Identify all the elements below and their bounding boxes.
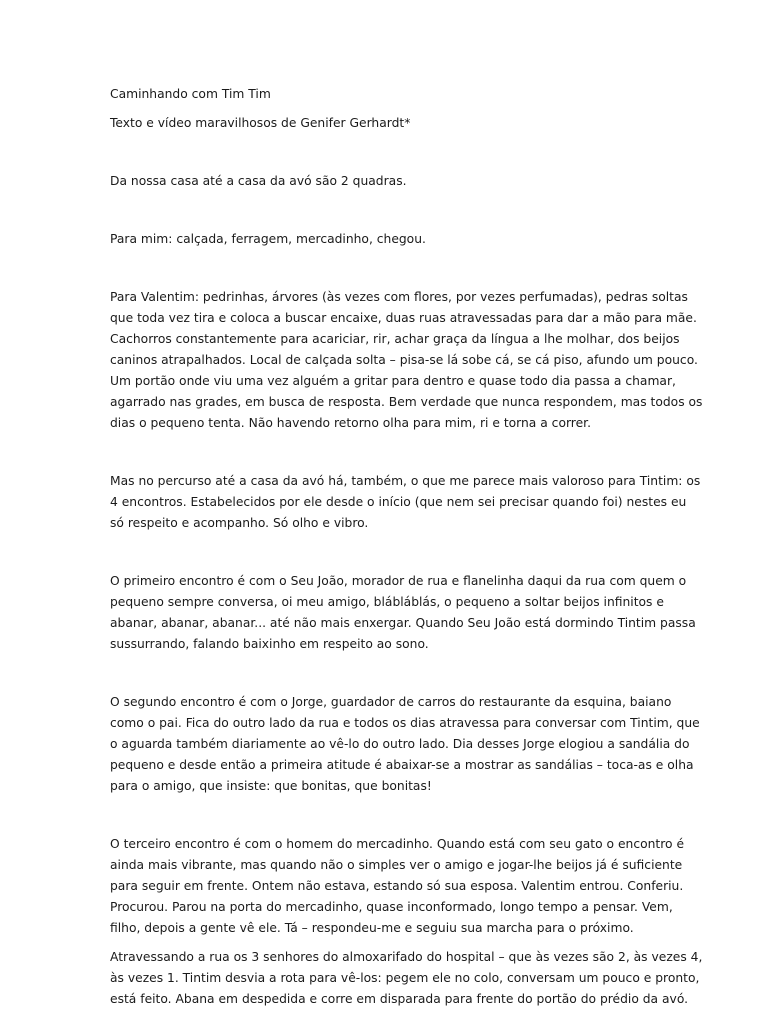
spacer: [110, 250, 662, 287]
text-line: abanar, abanar, abanar... até não mais enxergar. Quando Seu João está dormindo Tintim passa: [110, 616, 696, 630]
text-line: para o amigo, que insiste: que bonitas, que bonitas!: [110, 779, 432, 793]
text-line: pequeno sempre conversa, oi meu amigo, blábláblás, o pequeno a soltar beijos infinitos e: [110, 595, 664, 609]
text-line: pequeno e desde então a primeira atitude é abaixar-se a mostrar as sandálias – toca-as e olha: [110, 758, 694, 772]
text-line: ainda mais vibrante, mas quando não o simples ver o amigo e jogar-lhe beijos já é suficiente: [110, 858, 683, 872]
text-line: Procurou. Parou na porta do mercadinho, quase inconformado, longo tempo a pensar. Vem,: [110, 900, 673, 914]
document-title: Caminhando com Tim Tim: [110, 87, 271, 101]
paragraph-for-valentim: [110, 287, 703, 434]
text-line: agarrado nas grades, em busca de resposta. Bem verdade que nunca respondem, mas todos os: [110, 395, 703, 409]
text-line: O primeiro encontro é com o Seu João, morador de rua e flanelinha daqui da rua com quem o: [110, 574, 687, 588]
text-line: Mas no percurso até a casa da avó há, também, o que me parece mais valoroso para Tintim: os: [110, 474, 701, 488]
paragraph-third-encounter: [110, 834, 685, 939]
text-line: o aguarda também diariamente ao vê-lo do outro lado. Dia desses Jorge elogiou a sandália do: [110, 737, 690, 751]
text-line: Um portão onde viu uma vez alguém a gritar para dentro e quase todo dia passa a chamar,: [110, 374, 676, 388]
document-subtitle: Texto e vídeo maravilhosos de Genifer Gerhardt*: [110, 116, 411, 130]
text-line: caninos atrapalhados. Local de calçada solta – pisa-se lá sobe cá, se cá piso, afundo um pouco.: [110, 353, 698, 367]
spacer: [110, 192, 662, 229]
paragraph-four-encounters: [110, 471, 701, 534]
text-line: às vezes 1. Tintim desvia a rota para vê-los: pegem ele no colo, conversam um pouco e pronto,: [110, 971, 700, 985]
spacer: [110, 434, 662, 471]
text-line: Para mim: calçada, ferragem, mercadinho, chegou.: [110, 232, 426, 246]
text-line: está feito. Abana em despedida e corre em disparada para frente do portão do prédio da avó.: [110, 992, 689, 1006]
paragraph-fourth-encounter: [110, 947, 703, 1010]
spacer: [110, 105, 662, 113]
text-line: só respeito e acompanho. Só olho e vibro.: [110, 516, 369, 530]
text-line: Atravessando a rua os 3 senhores do almoxarifado do hospital – que às vezes são 2, às vezes 4,: [110, 950, 703, 964]
text-line: O segundo encontro é com o Jorge, guardador de carros do restaurante da esquina, baiano: [110, 695, 672, 709]
spacer: [110, 534, 662, 571]
spacer: [110, 134, 662, 171]
text-line: filho, depois a gente vê ele. Tá – respondeu-me e seguiu sua marcha para o próximo.: [110, 921, 634, 935]
text-line: O terceiro encontro é com o homem do mercadinho. Quando está com seu gato o encontro é: [110, 837, 685, 851]
text-line: Cachorros constantemente para acariciar, rir, achar graça da língua a lhe molhar, dos beijos: [110, 332, 680, 346]
document-page: [110, 84, 703, 1010]
spacer: [110, 797, 662, 834]
text-line: dias o pequeno tenta. Não havendo retorno olha para mim, ri e torna a correr.: [110, 416, 591, 430]
paragraph-second-encounter: [110, 692, 700, 797]
text-line: que toda vez tira e coloca a buscar encaixe, duas ruas atravessadas para dar a mão para mãe.: [110, 311, 697, 325]
text-line: Para Valentim: pedrinhas, árvores (às vezes com flores, por vezes perfumadas), pedras soltas: [110, 290, 688, 304]
paragraph-for-me: [110, 229, 662, 250]
text-line: Da nossa casa até a casa da avó são 2 quadras.: [110, 174, 407, 188]
spacer: [110, 655, 662, 692]
text-line: para seguir em frente. Ontem não estava, estando só sua esposa. Valentim entrou. Conferiu.: [110, 879, 684, 893]
text-line: 4 encontros. Estabelecidos por ele desde o início (que nem sei precisar quando foi) nestes eu: [110, 495, 687, 509]
paragraph-first-encounter: [110, 571, 696, 655]
text-line: como o pai. Fica do outro lado da rua e todos os dias atravessa para conversar com Tintim, que: [110, 716, 700, 730]
text-line: sussurrando, falando baixinho em respeito ao sono.: [110, 637, 429, 651]
spacer: [110, 939, 662, 947]
paragraph-distance: [110, 171, 662, 192]
